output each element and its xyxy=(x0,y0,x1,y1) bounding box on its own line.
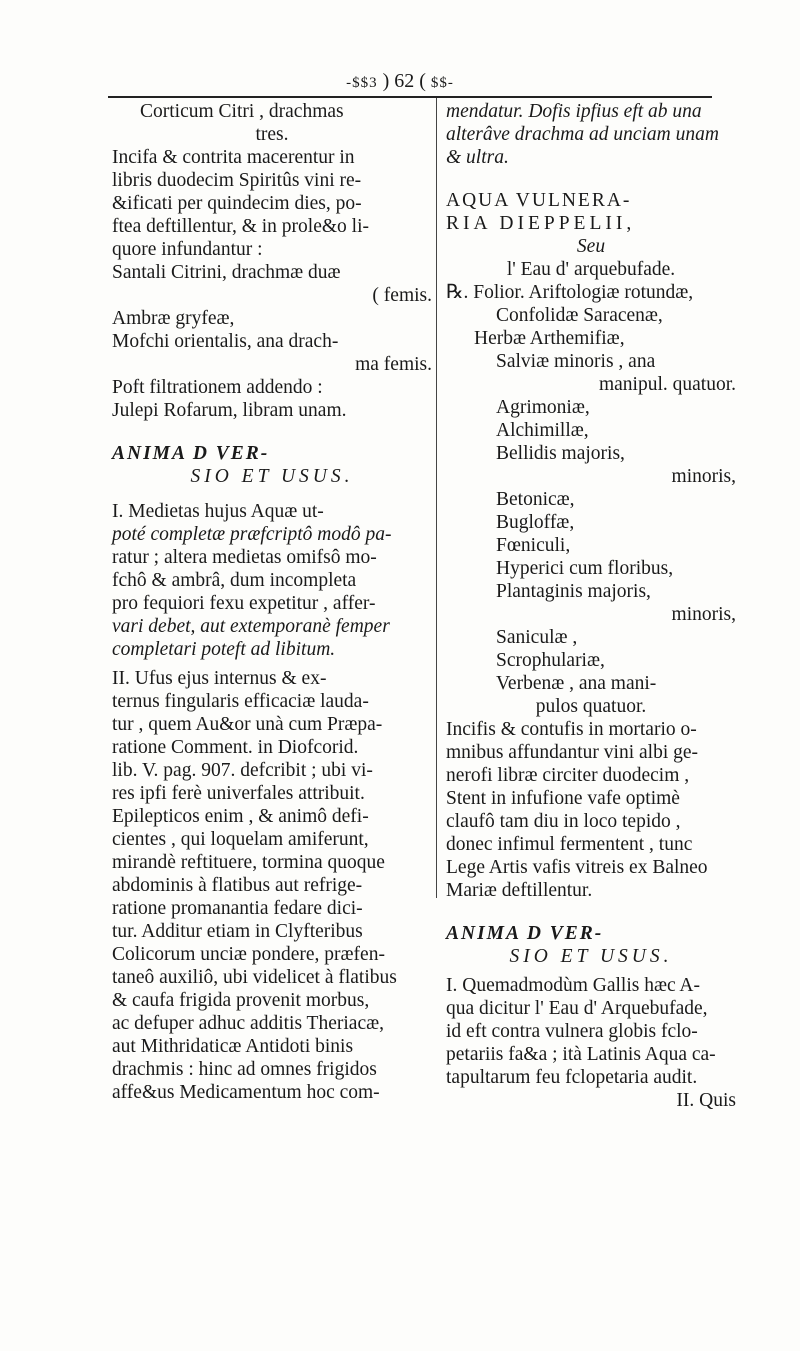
text-line: qua dicitur l' Eau d' Arquebufade, xyxy=(446,998,708,1019)
text-line: libris duodecim Spiritûs vini re- xyxy=(112,170,362,191)
text-line: II. Ufus ejus internus & ex- xyxy=(112,668,327,689)
text-line: & caufa frigida provenit morbus, xyxy=(112,990,370,1011)
text-line: poté completæ præfcriptô modô pa- xyxy=(112,524,392,545)
text-line: petariis fa&a ; ità Latinis Aqua ca- xyxy=(446,1044,716,1065)
text-line: ternus fingularis efficaciæ lauda- xyxy=(112,691,369,712)
text-line: Salviæ minoris , ana xyxy=(496,351,656,372)
text-line: ratur ; altera medietas omifsô mo- xyxy=(112,547,377,568)
recipe-title-line2: RIA DIEPPELII, xyxy=(446,213,636,234)
text-line: minoris, xyxy=(671,466,736,487)
text-line: &ificati per quindecim dies, po- xyxy=(112,193,362,214)
text-line: mendatur. Dofis ipfius eft ab una xyxy=(446,101,702,122)
section-subheading: SIO ET USUS. xyxy=(509,946,673,967)
text-line: Mariæ deftillentur. xyxy=(446,880,593,901)
text-line: drachmis : hinc ad omnes frigidos xyxy=(112,1059,377,1080)
text-line: Agrimoniæ, xyxy=(496,397,590,418)
text-line: vari debet, aut extemporanè femper xyxy=(112,616,390,637)
recipe-title: AQUA VULNERA- xyxy=(446,190,632,211)
text-line: Lege Artis vafis vitreis ex Balneo xyxy=(446,857,708,878)
section-heading: ANIMA D VER- xyxy=(112,443,270,464)
text-line: Julepi Rofarum, libram unam. xyxy=(112,400,347,421)
text-line: Fœniculi, xyxy=(496,535,571,556)
text-line: Alchimillæ, xyxy=(496,420,589,441)
text-line: id eft contra vulnera globis fclo- xyxy=(446,1021,698,1042)
text-line: ratione promanantia fedare dici- xyxy=(112,898,363,919)
text-line: tres. xyxy=(255,124,289,145)
text-line: alterâve drachma ad unciam unam xyxy=(446,124,719,145)
text-line: quore infundantur : xyxy=(112,239,263,260)
text-line: Stent in infufione vafe optimè xyxy=(446,788,680,809)
text-line: I. Medietas hujus Aquæ ut- xyxy=(112,501,324,522)
header-rule xyxy=(108,96,712,98)
text-line: Herbæ Arthemifiæ, xyxy=(474,328,625,349)
recipe-seu: Seu xyxy=(576,236,606,257)
text-line: donec infimul fermentent , tunc xyxy=(446,834,693,855)
text-line: ftea deftillentur, & in prole&o li- xyxy=(112,216,369,237)
text-line: taneô auxiliô, ubi videlicet à flatibus xyxy=(112,967,397,988)
text-line: I. Quemadmodùm Gallis hæc A- xyxy=(446,975,701,996)
text-line: tur , quem Au&or unà cum Præpa- xyxy=(112,714,383,735)
text-line: Corticum Citri , drachmas xyxy=(140,101,344,122)
text-line: mirandè reftituere, tormina quoque xyxy=(112,852,385,873)
text-line: ac defuper adhuc additis Theriacæ, xyxy=(112,1013,384,1034)
text-line: Plantaginis majoris, xyxy=(496,581,651,602)
text-line: Saniculæ , xyxy=(496,627,578,648)
text-line: Verbenæ , ana mani- xyxy=(496,673,657,694)
text-line: ( femis. xyxy=(372,285,432,306)
column-divider xyxy=(436,98,437,898)
text-line: Bugloffæ, xyxy=(496,512,575,533)
text-line: tur. Additur etiam in Clyfteribus xyxy=(112,921,363,942)
text-line: Colicorum unciæ pondere, præfen- xyxy=(112,944,385,965)
text-line: affe&us Medicamentum hoc com- xyxy=(112,1082,380,1103)
left-column xyxy=(112,100,432,1104)
text-line: Santali Citrini, drachmæ duæ xyxy=(112,262,341,283)
text-line: ratione Comment. in Diofcorid. xyxy=(112,737,359,758)
text-line: lib. V. pag. 907. defcribit ; ubi vi- xyxy=(112,760,373,781)
text-line: minoris, xyxy=(671,604,736,625)
text-line: Ambræ gryfeæ, xyxy=(112,308,235,329)
text-line: Scrophulariæ, xyxy=(496,650,605,671)
text-line: abdominis à flatibus aut refrige- xyxy=(112,875,363,896)
text-line: tapultarum feu fclopetaria audit. xyxy=(446,1067,698,1088)
text-line: aut Mithridaticæ Antidoti binis xyxy=(112,1036,354,1057)
text-line: Confolidæ Saracenæ, xyxy=(496,305,663,326)
text-line: Incifis & contufis in mortario o- xyxy=(446,719,697,740)
text-line: pro fequiori fexu expetitur , affer- xyxy=(112,593,376,614)
text-line: Incifa & contrita macerentur in xyxy=(112,147,355,168)
text-line: nerofi libræ circiter duodecim , xyxy=(446,765,690,786)
recipe-french-name: l' Eau d' arquebufade. xyxy=(506,259,676,280)
text-line: res ipfi ferè univerfales attribuit. xyxy=(112,783,365,804)
text-line: Hyperici cum floribus, xyxy=(496,558,674,579)
header-ornament-right: $$- xyxy=(430,75,454,91)
text-line: Mofchi orientalis, ana drach- xyxy=(112,331,339,352)
section-subheading: SIO ET USUS. xyxy=(190,466,354,487)
section-heading: ANIMA D VER- xyxy=(446,923,604,944)
text-line: completari poteft ad libitum. xyxy=(112,639,336,660)
text-line: Bellidis majoris, xyxy=(496,443,625,464)
text-line: pulos quatuor. xyxy=(535,696,647,717)
text-line: ma femis. xyxy=(355,354,432,375)
page-number: ) 62 ( xyxy=(382,70,426,92)
text-line: claufô tam diu in loco tepido , xyxy=(446,811,681,832)
text-line: Epilepticos enim , & animô defi- xyxy=(112,806,369,827)
text-line: cientes , qui loquelam amiferunt, xyxy=(112,829,369,850)
text-line: Poft filtrationem addendo : xyxy=(112,377,323,398)
text-line: mnibus affundantur vini albi ge- xyxy=(446,742,699,763)
text-line: ℞. Folior. Ariftologiæ rotundæ, xyxy=(446,282,694,303)
right-column xyxy=(446,100,736,1112)
text-line: & ultra. xyxy=(446,147,509,168)
text-line: Betonicæ, xyxy=(496,489,575,510)
header-ornament-left: -$$3 xyxy=(346,75,378,91)
text-line: fchô & ambrâ, dum incompleta xyxy=(112,570,357,591)
catchword: II. Quis xyxy=(676,1090,736,1111)
text-line: manipul. quatuor. xyxy=(598,374,736,395)
